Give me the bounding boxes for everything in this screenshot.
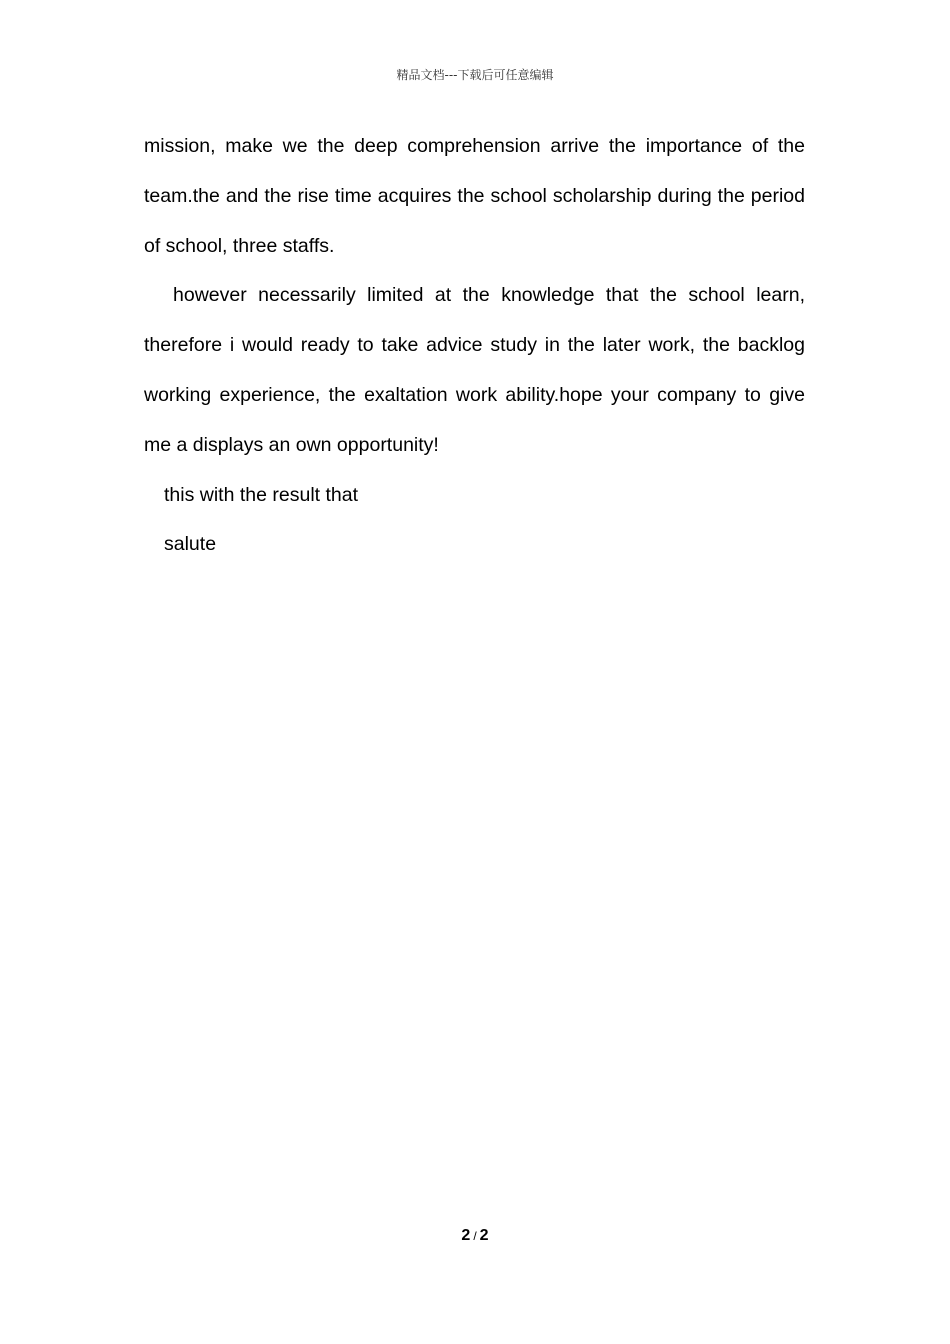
current-page-number: 2 bbox=[461, 1227, 471, 1244]
page-header: 精品文档---下载后可任意编辑 bbox=[396, 68, 554, 82]
document-body bbox=[144, 122, 805, 570]
closing-line: this with the result that bbox=[164, 483, 359, 506]
salutation-line: salute bbox=[164, 533, 217, 556]
paragraph-knowledge: however necessarily limited at the knowledge that the school learn, therefore i would ready to take advice study in the later work, the backlog working experience, the exaltation work ability.hope your company to give me a displays an own opportunity! bbox=[144, 284, 805, 456]
page-separator: / bbox=[473, 1229, 477, 1243]
page-number bbox=[0, 1226, 950, 1246]
paragraph-mission: mission, make we the deep comprehension arrive the importance of the team.the and the rise time acquires the school scholarship during the period of school, three staffs. bbox=[144, 135, 805, 257]
total-page-count: 2 bbox=[479, 1227, 489, 1244]
